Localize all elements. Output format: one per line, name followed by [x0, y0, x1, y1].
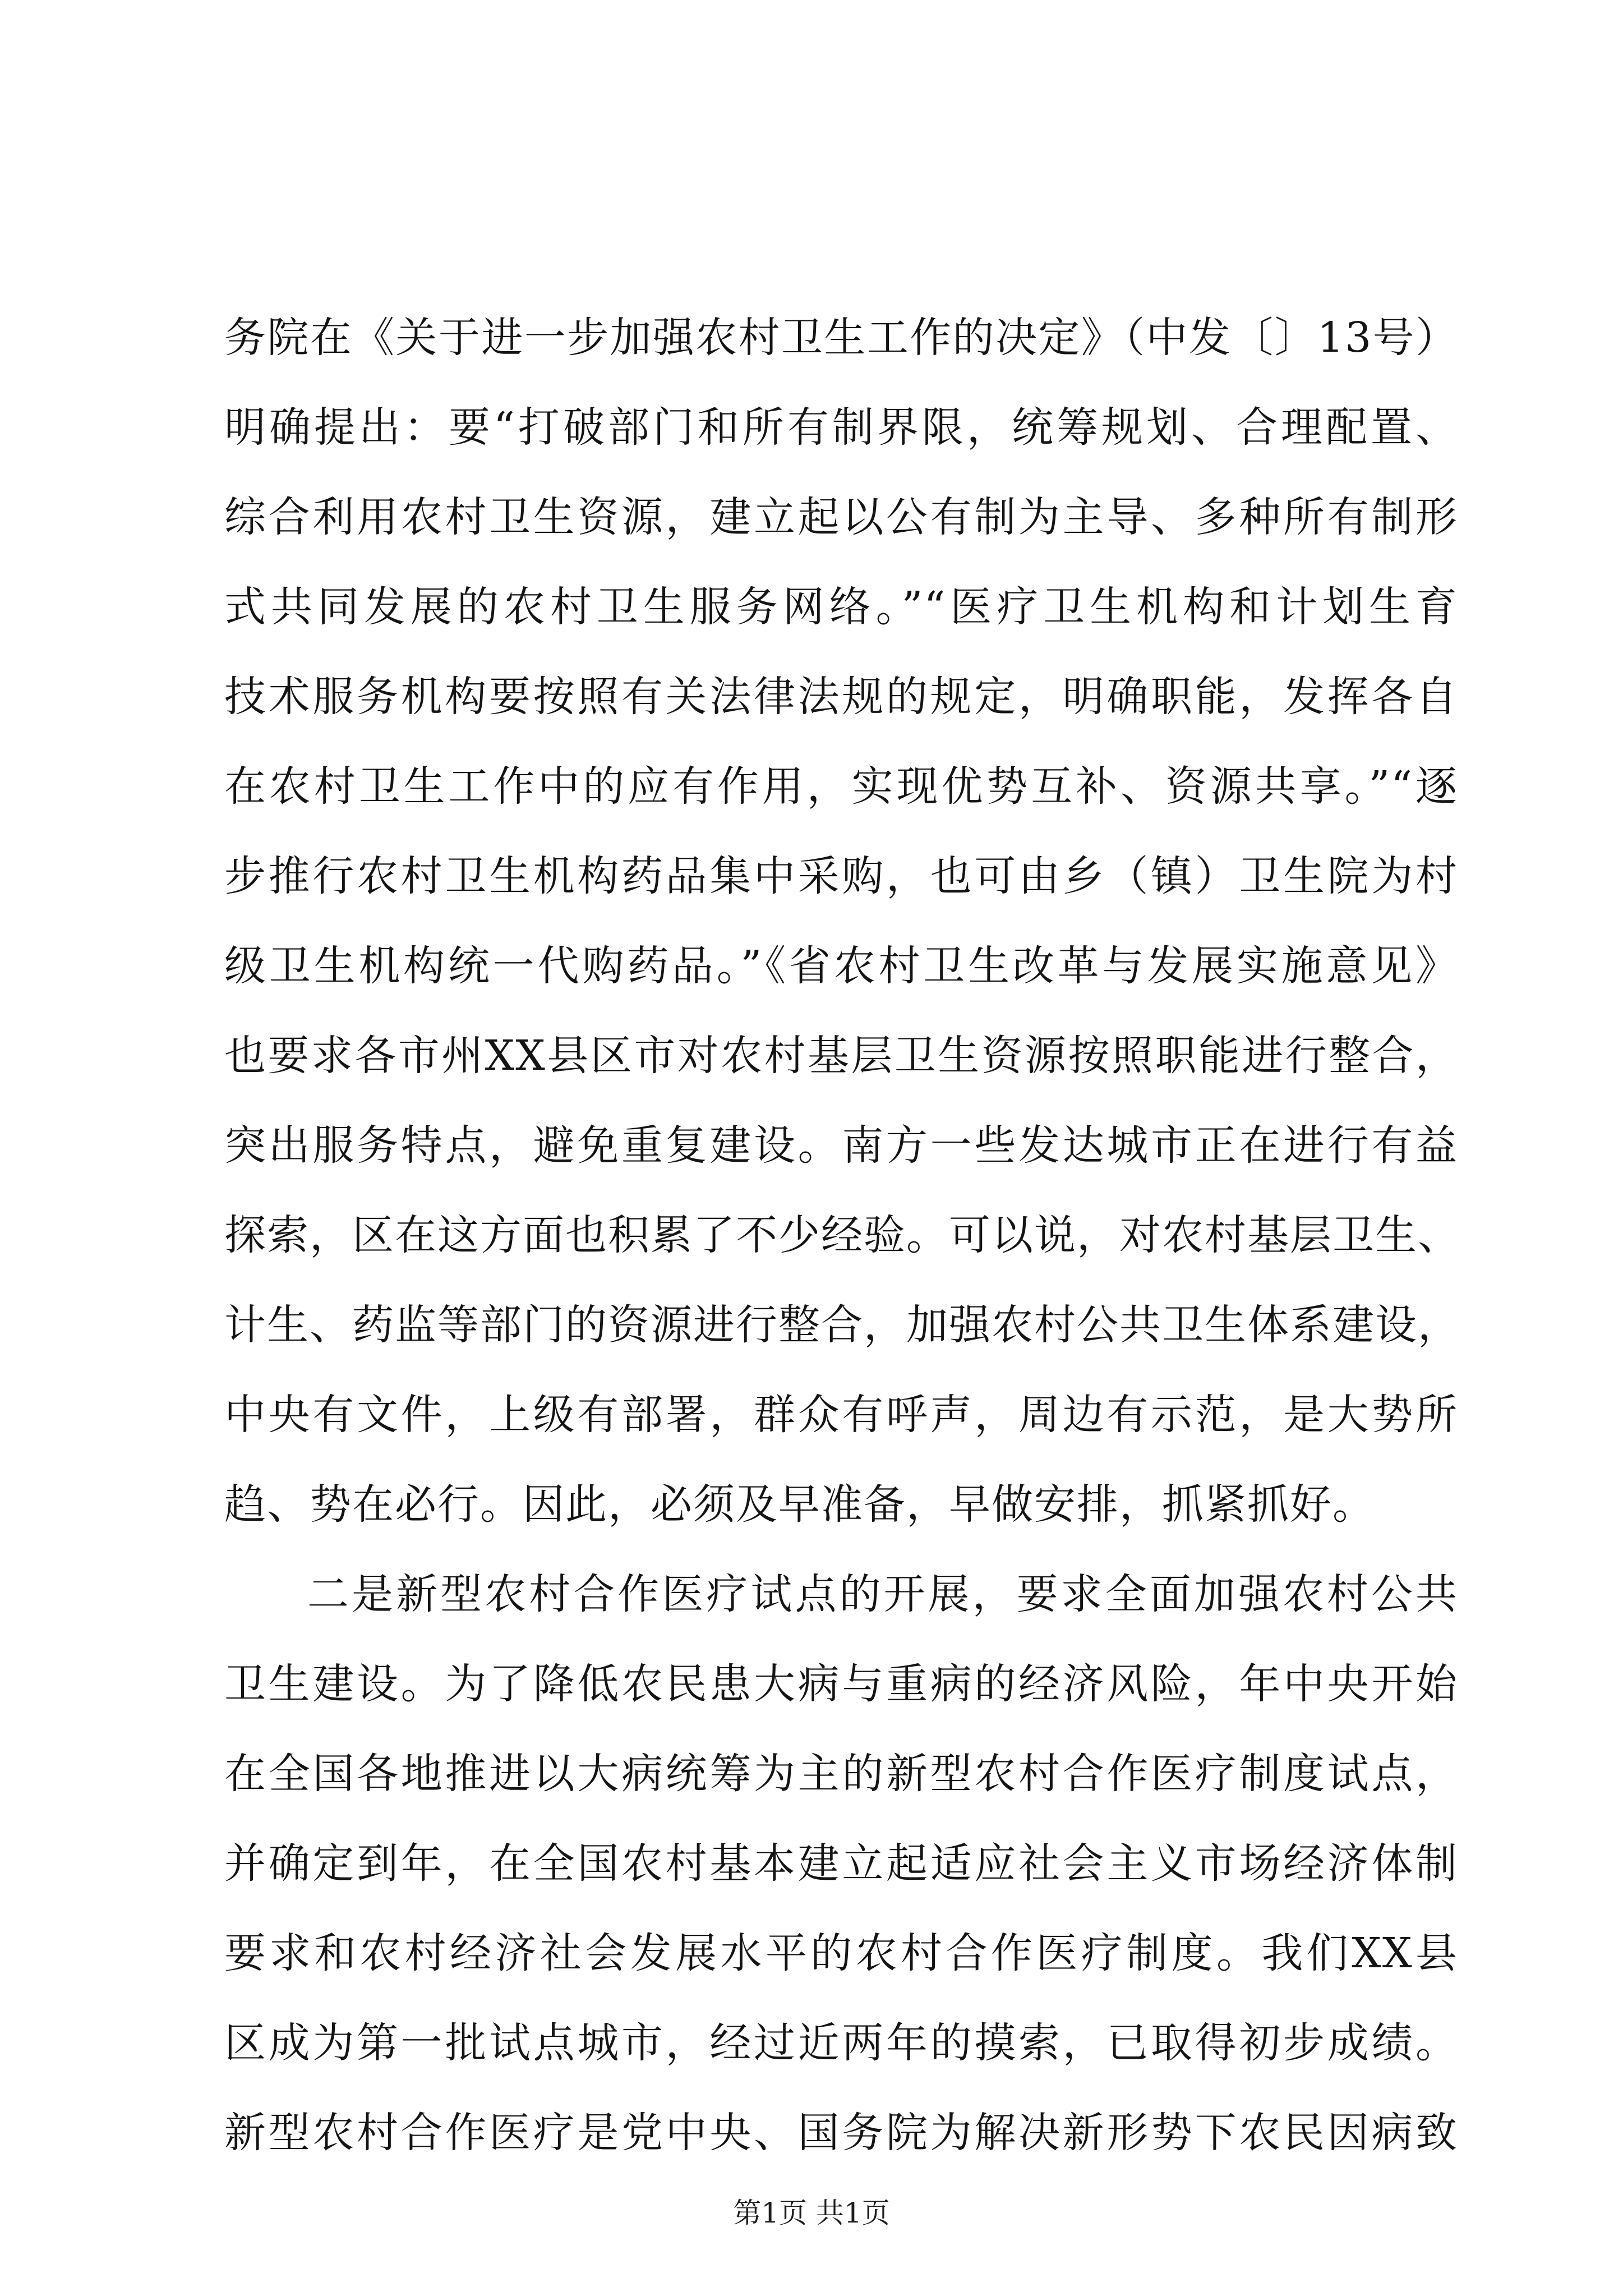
text-line: 在全国各地推进以大病统筹为主的新型农村合作医疗制度试点， [224, 1750, 1458, 1798]
text-line: 并确定到年，在全国农村基本建立起适应社会主义市场经济体制 [224, 1839, 1458, 1888]
text-line: 区成为第一批试点城市，经过近两年的摸索，已取得初步成绩。 [224, 2019, 1458, 2067]
text-line: 明确提出：要“打破部门和所有制界限，统筹规划、合理配置、 [224, 403, 1458, 452]
text-line: 探索，区在这方面也积累了不少经验。可以说，对农村基层卫生、 [224, 1211, 1460, 1259]
text-line: 综合利用农村卫生资源，建立起以公有制为主导、多种所有制形 [224, 493, 1458, 541]
text-line: 中央有文件，上级有部署，群众有呼声，周边有示范，是大势所 [224, 1391, 1458, 1439]
paragraph-end-line: 趋、势在必行。因此，必须及早准备，早做安排，抓紧抓好。 [224, 1480, 1375, 1529]
text-line: 务院在《关于进一步加强农村卫生工作的决定》（中发〔〕13号） [224, 314, 1458, 362]
text-line: 突出服务特点，避免重复建设。南方一些发达城市正在进行有益 [224, 1121, 1458, 1170]
text-line: 卫生建设。为了降低农民患大病与重病的经济风险，年中央开始 [224, 1660, 1458, 1708]
text-line: 要求和农村经济社会发展水平的农村合作医疗制度。我们XX县 [224, 1929, 1458, 1977]
text-line: 式共同发展的农村卫生服务网络。”“医疗卫生机构和计划生育 [224, 583, 1458, 631]
page-footer: 第1页 共1页 [733, 2197, 890, 2229]
paragraph-start-line: 二是新型农村合作医疗试点的开展，要求全面加强农村公共 [307, 1570, 1458, 1618]
text-line: 技术服务机构要按照有关法律法规的规定，明确职能，发挥各自 [224, 673, 1458, 721]
text-line: 步推行农村卫生机构药品集中采购，也可由乡（镇）卫生院为村 [224, 852, 1458, 900]
text-line: 在农村卫生工作中的应有作用，实现优势互补、资源共享。”“逐 [224, 762, 1458, 811]
text-line: 也要求各市州XX县区市对农村基层卫生资源按照职能进行整合， [224, 1032, 1458, 1080]
text-line: 计生、药监等部门的资源进行整合，加强农村公共卫生体系建设， [224, 1301, 1460, 1349]
text-line: 新型农村合作医疗是党中央、国务院为解决新形势下农民因病致 [224, 2109, 1458, 2157]
text-line: 级卫生机构统一代购药品。”《省农村卫生改革与发展实施意见》 [224, 942, 1458, 990]
